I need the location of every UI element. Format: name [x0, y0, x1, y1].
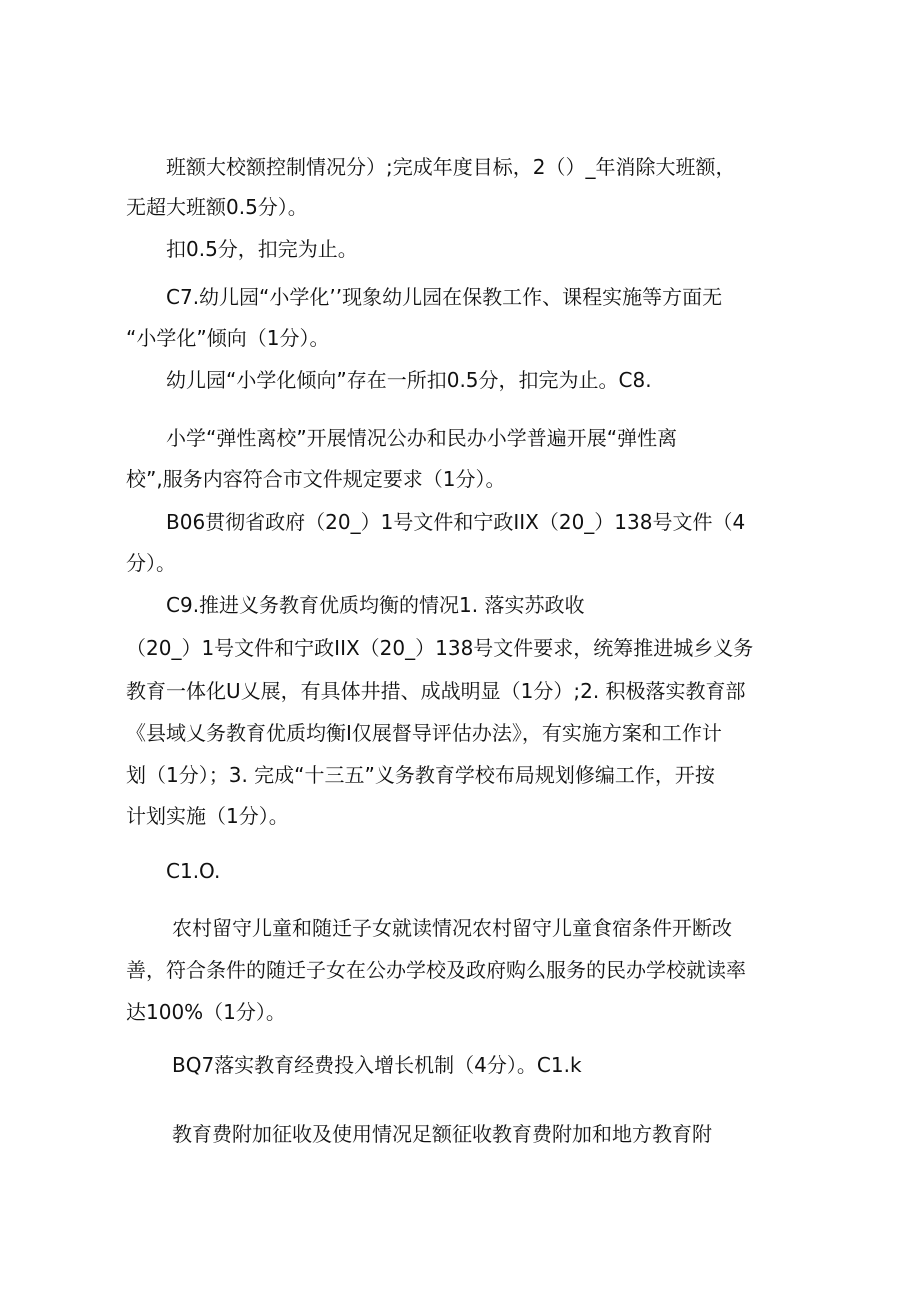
text-line: C1.O. [166, 859, 221, 883]
text-line: C7.幼儿园“小学化’’现象幼儿园在保教工作、课程实施等方面无 [166, 285, 723, 309]
text-line: 划（1分）；3. 完成“十三五”义务教育学校布局规划修编工作，开按 [126, 763, 715, 787]
text-line: 计划实施（1分）。 [126, 804, 289, 828]
text-line: 善，符合条件的随迁子女在公办学校及政府购么服务的民办学校就读率 [126, 958, 746, 982]
text-line: 农村留守儿童和随迁子女就读情况农村留守儿童食宿条件开断改 [172, 916, 732, 940]
text-line: 校”,服务内容符合市文件规定要求（1分）。 [126, 467, 506, 491]
text-line: （20_）1号文件和宁政IIX（20_）138号文件要求，统筹推进城乡义务 [126, 636, 754, 660]
text-line: B06贯彻省政府（20_）1号文件和宁政IIX（20_）138号文件（4 [166, 510, 746, 534]
text-line: C9.推进义务教育优质均衡的情况1. 落实苏政收 [166, 593, 585, 617]
text-line: 教育一体化U乂展，有具体井措、成战明显（1分）;2. 积极落实教育部 [126, 679, 746, 703]
text-line: 分）。 [126, 551, 176, 575]
text-line: 达100%（1分）。 [126, 1000, 286, 1024]
text-line: 教育费附加征收及使用情况足额征收教育费附加和地方教育附 [172, 1122, 712, 1146]
text-line: 《县域乂务教育优质均衡I仅展督导评估办法》，有实施方案和工作计 [126, 721, 722, 745]
text-line: 幼儿园“小学化倾向”存在一所扣0.5分，扣完为止。C8. [166, 368, 652, 392]
text-line: 班额大校额控制情况分）;完成年度目标，2（）_年消除大班额， [166, 155, 736, 179]
text-line: BQ7落实教育经费投入增长机制（4分）。C1.k [172, 1053, 582, 1077]
text-line: “小学化”倾向（1分）。 [126, 326, 330, 350]
text-line: 扣0.5分，扣完为止。 [166, 237, 358, 261]
text-line: 小学“弹性离校”开展情况公办和民办小学普遍开展“弹性离 [166, 426, 678, 450]
text-line: 无超大班额0.5分）。 [126, 195, 308, 219]
